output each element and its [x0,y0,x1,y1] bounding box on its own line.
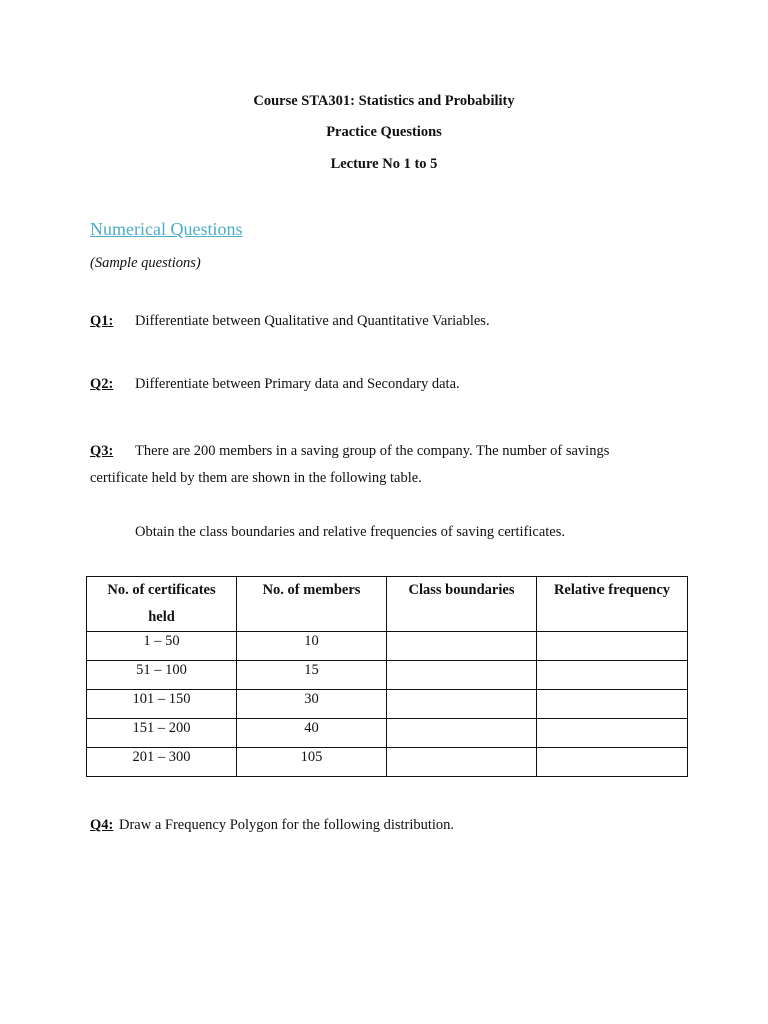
table-row [87,632,688,661]
table-cell: 15 [237,661,387,690]
table-cell: 1 – 50 [87,632,237,661]
question-label: Q3: [90,443,114,459]
table-cell: 201 – 300 [87,748,237,777]
column-header: Relative frequency [537,577,688,632]
question-label: Q4: [90,817,114,833]
section-heading: Numerical Questions [90,219,243,239]
table-cell: 101 – 150 [87,690,237,719]
table-cell [387,661,537,690]
table-row [87,719,688,748]
table-cell [537,632,688,661]
table-cell: 105 [237,748,387,777]
table-cell [387,748,537,777]
question-text: Differentiate between Primary data and Secondary data. [135,376,460,392]
table-cell [537,719,688,748]
table-cell [387,719,537,748]
table-cell [537,748,688,777]
frequency-table [86,576,688,777]
table-cell: 40 [237,719,387,748]
column-header: Class boundaries [387,577,537,632]
table-cell: 151 – 200 [87,719,237,748]
table-cell: 30 [237,690,387,719]
table-row [87,748,688,777]
question-label: Q2: [90,376,114,392]
question-instruction: Obtain the class boundaries and relative frequencies of saving certificates. [135,524,565,540]
section-note: (Sample questions) [90,255,201,271]
table-cell: 51 – 100 [87,661,237,690]
question-label: Q1: [90,313,114,329]
question-text: Differentiate between Qualitative and Quantitative Variables. [135,313,490,329]
question-text-continued: certificate held by them are shown in the following table. [90,470,422,486]
table-cell [387,690,537,719]
course-title: Course STA301: Statistics and Probability [253,93,515,109]
question-text: Draw a Frequency Polygon for the following distribution. [119,817,455,833]
question-text: There are 200 members in a saving group of the company. The number of savings [135,443,610,459]
table-cell: 10 [237,632,387,661]
document-subtitle: Practice Questions [326,124,442,140]
column-header: No. of members [237,577,387,632]
table-row [87,661,688,690]
lecture-range: Lecture No 1 to 5 [330,156,438,172]
table-cell [537,661,688,690]
table-header-row [87,577,688,632]
column-header: No. of certificates held [87,577,237,632]
table-cell [387,632,537,661]
table-row [87,690,688,719]
table-cell [537,690,688,719]
